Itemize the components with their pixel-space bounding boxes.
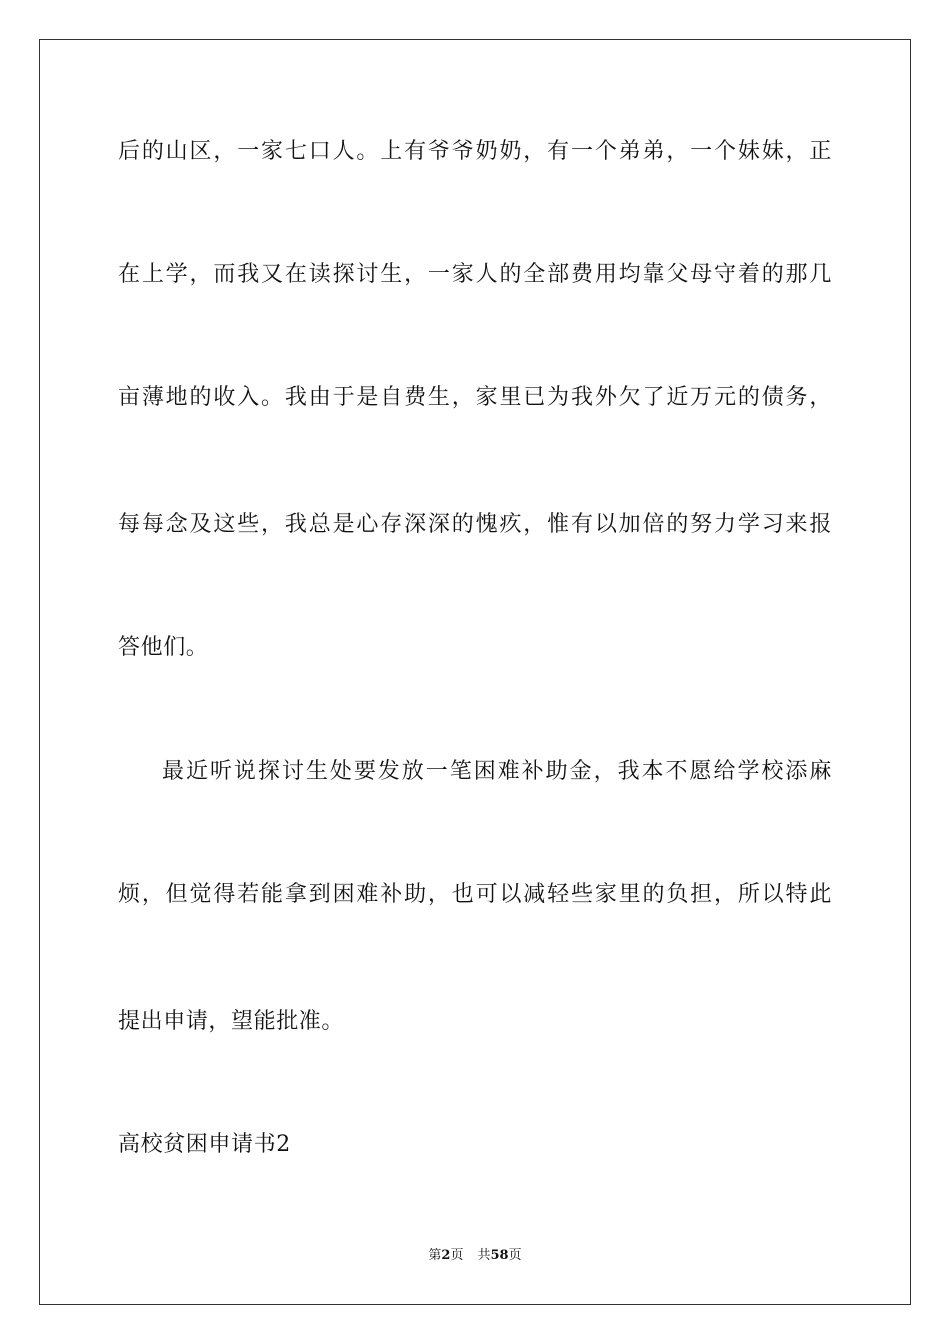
total-label-suffix: 页	[508, 1248, 522, 1263]
total-pages: 58	[490, 1248, 509, 1263]
total-label-prefix: 共	[477, 1248, 491, 1263]
section-heading: 高校贫困申请书2	[118, 1132, 291, 1157]
body-text-line: 答他们。	[118, 635, 209, 660]
body-text-line: 亩薄地的收入。我由于是自费生，家里已为我外欠了近万元的债务，	[118, 385, 832, 410]
page-label-suffix: 页	[450, 1248, 464, 1263]
body-text-line: 提出申请，望能批准。	[118, 1009, 345, 1034]
page-border	[39, 39, 911, 1305]
page-number: 2	[441, 1248, 451, 1263]
body-text-line: 烦，但觉得若能拿到困难补助，也可以减轻些家里的负担，所以特此	[118, 882, 832, 907]
body-text-line: 每每念及这些，我总是心存深深的愧疚，惟有以加倍的努力学习来报	[118, 512, 832, 537]
body-text-line: 最近听说探讨生处要发放一笔困难补助金，我本不愿给学校添麻	[162, 759, 832, 784]
page-label-prefix: 第	[428, 1248, 442, 1263]
body-text-line: 在上学，而我又在读探讨生，一家人的全部费用均靠父母守着的那几	[118, 262, 832, 287]
body-text-line: 后的山区，一家七口人。上有爷爷奶奶，有一个弟弟，一个妹妹，正	[118, 139, 832, 164]
page-footer	[0, 1247, 950, 1265]
